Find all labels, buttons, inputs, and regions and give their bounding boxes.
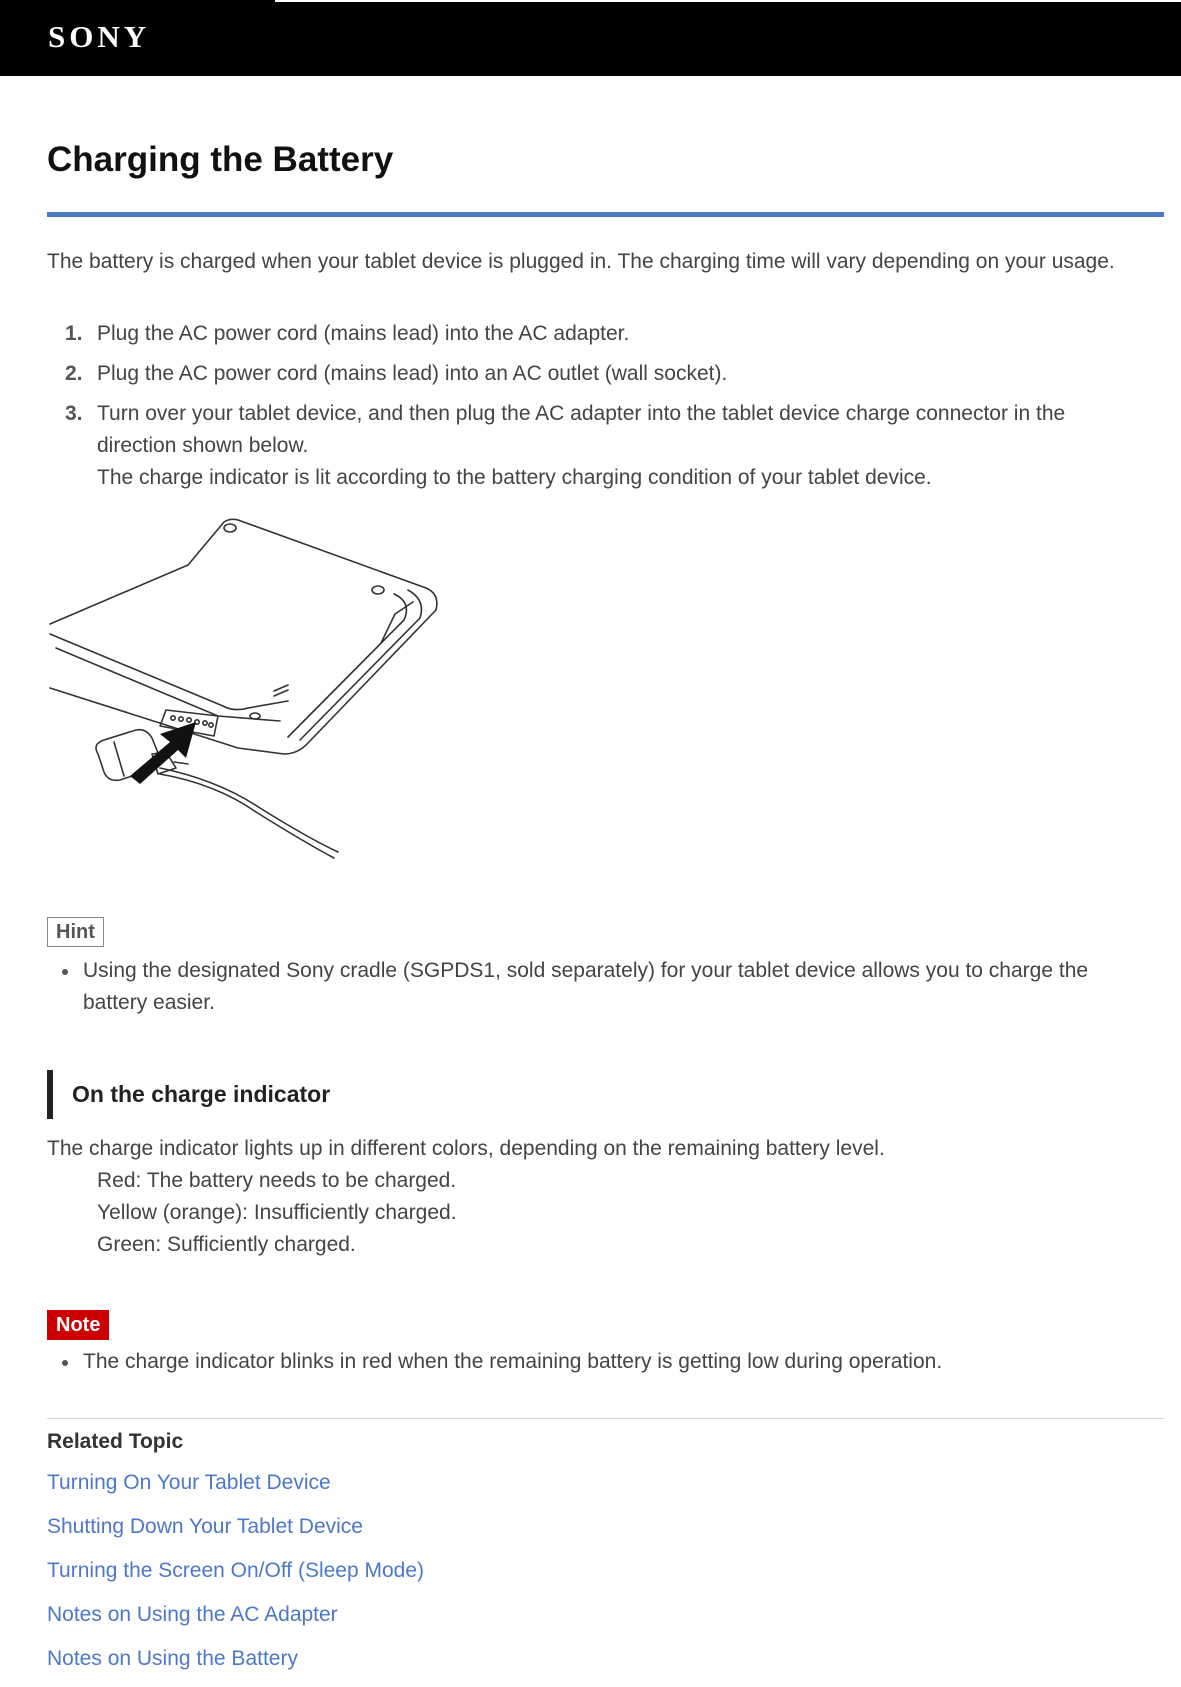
- note-label: Note: [47, 1310, 109, 1340]
- related-item: [47, 1467, 424, 1511]
- related-divider: [47, 1418, 1164, 1419]
- hint-list: [47, 955, 1157, 1019]
- sony-logo[interactable]: SONY: [48, 19, 151, 54]
- indicator-intro: The charge indicator lights up in different colors, depending on the remaining battery level.: [47, 1137, 885, 1160]
- step-subtext: The charge indicator is lit according to the battery charging condition of your tablet device.: [97, 466, 932, 489]
- indicator-list: [97, 1165, 457, 1261]
- indicator-item-red: Red: The battery needs to be charged.: [97, 1169, 457, 1192]
- related-topic-heading: Related Topic: [47, 1430, 184, 1453]
- related-item: [47, 1555, 424, 1599]
- note-item: The charge indicator blinks in red when the remaining battery is getting low during operation.: [47, 1346, 1157, 1378]
- page-title: Charging the Battery: [47, 140, 394, 179]
- note-list: [47, 1346, 1157, 1378]
- section-heading-charge-indicator: On the charge indicator: [47, 1070, 330, 1119]
- link-turning-on[interactable]: Turning On Your Tablet Device: [47, 1471, 331, 1494]
- step-text: Plug the AC power cord (mains lead) into the AC adapter.: [97, 322, 630, 345]
- steps-list: [47, 318, 1137, 502]
- indicator-item-yellow: Yellow (orange): Insufficiently charged.: [97, 1201, 457, 1224]
- link-shutting-down[interactable]: Shutting Down Your Tablet Device: [47, 1515, 363, 1538]
- related-links: [47, 1467, 424, 1687]
- related-item: [47, 1599, 424, 1643]
- hint-label: Hint: [47, 917, 104, 947]
- step-3: [47, 398, 1137, 494]
- step-number: 2.: [65, 362, 83, 385]
- step-1: [47, 318, 1137, 350]
- step-text: Turn over your tablet device, and then plug the AC adapter into the tablet device charge connector in the direction shown below.: [97, 402, 1066, 457]
- title-divider: [47, 212, 1164, 217]
- related-item: [47, 1511, 424, 1555]
- indicator-item-green: Green: Sufficiently charged.: [97, 1233, 356, 1256]
- header-bar: [0, 0, 1181, 76]
- header-top-line: [275, 0, 1181, 2]
- link-ac-adapter-notes[interactable]: Notes on Using the AC Adapter: [47, 1603, 338, 1626]
- related-item: [47, 1643, 424, 1687]
- step-number: 1.: [65, 322, 83, 345]
- step-text: Plug the AC power cord (mains lead) into an AC outlet (wall socket).: [97, 362, 728, 385]
- link-sleep-mode[interactable]: Turning the Screen On/Off (Sleep Mode): [47, 1559, 425, 1582]
- hint-item: Using the designated Sony cradle (SGPDS1, sold separately) for your tablet device allows you to charge the battery easier.: [47, 955, 1157, 1019]
- step-number: 3.: [65, 402, 83, 425]
- intro-paragraph: The battery is charged when your tablet device is plugged in. The charging time will vary depending on your usage.: [47, 250, 1115, 273]
- link-battery-notes[interactable]: Notes on Using the Battery: [47, 1647, 298, 1670]
- step-2: [47, 358, 1137, 390]
- charging-illustration: [48, 518, 443, 868]
